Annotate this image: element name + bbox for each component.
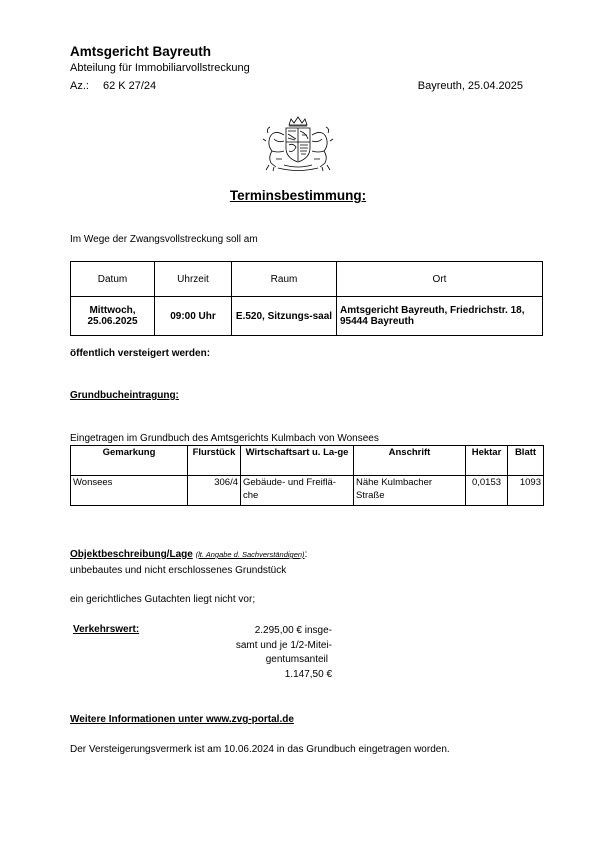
market-value-label: Verkehrswert: [73,624,140,635]
land-register-header [71,446,544,476]
cell-hektar: 0,0153 [466,476,508,506]
market-value-line: 1.147,50 € [284,668,332,680]
object-description-label: Objektbeschreibung/Lage [70,549,193,560]
place-date: Bayreuth, 25.04.2025 [417,80,523,92]
column-header-datum: Datum [71,262,155,297]
table-row [71,476,544,506]
column-header-flurstueck: Flurstück [188,446,241,476]
intro-text: Im Wege der Zwangsvollstreckung soll am [70,234,258,245]
column-header-wirtschaftsart: Wirtschaftsart u. La-ge [241,446,354,476]
market-value-line: gentumsanteil [265,654,328,665]
column-header-ort: Ort [337,262,543,297]
file-number-label: Az.: [70,80,89,92]
appointment-room: E.520, Sitzungs-saal [232,297,337,336]
cell-blatt: 1093 [508,476,544,506]
cell-flurstueck: 306/4 [188,476,241,506]
auction-record-note: Der Versteigerungsvermerk ist am 10.06.2024 in das Grundbuch eingetragen worden. [70,744,450,755]
department: Abteilung für Immobiliarvollstreckung [70,62,250,74]
appointment-time: 09:00 Uhr [155,297,232,336]
appointment-location: Amtsgericht Bayreuth, Friedrichstr. 18, 95444 Bayreuth [337,297,543,336]
appointment-table-header [71,262,543,297]
court-name: Amtsgericht Bayreuth [70,44,212,59]
appraisal-note: ein gerichtliches Gutachten liegt nicht vor; [70,594,256,605]
file-number-value: 62 K 27/24 [102,80,157,92]
appointment-table [70,261,543,336]
market-value-line: 2.295,00 € insge- [254,625,332,636]
file-number [70,80,156,92]
auction-statement: öffentlich versteigert werden: [70,348,211,359]
cell-anschrift: Nähe Kulmbacher Straße [354,476,466,506]
table-row [71,297,543,336]
more-info-link[interactable]: Weitere Informationen unter www.zvg-portal.de [70,714,294,725]
land-register-table [70,445,544,506]
object-description-heading [70,549,307,560]
market-value [222,624,332,682]
column-header-uhrzeit: Uhrzeit [155,262,232,297]
column-header-blatt: Blatt [508,446,544,476]
cell-gemarkung: Wonsees [71,476,188,506]
bavarian-coat-of-arms-icon [262,115,334,173]
land-register-heading: Grundbucheintragung: [70,390,179,401]
object-description-colon: : [304,549,308,560]
market-value-line: samt und je 1/2-Mitei- [235,639,332,651]
column-header-anschrift: Anschrift [354,446,466,476]
column-header-gemarkung: Gemarkung [71,446,188,476]
object-description-text: unbebautes und nicht erschlossenes Grundstück [70,565,287,576]
column-header-hektar: Hektar [466,446,508,476]
object-description-note: (lt. Angabe d. Sachverständigen) [195,550,305,559]
land-register-intro: Eingetragen im Grundbuch des Amtsgerichts Kulmbach von Wonsees [70,433,379,444]
column-header-raum: Raum [232,262,337,297]
appointment-date: Mittwoch, 25.06.2025 [71,297,155,336]
document-title: Terminsbestimmung: [229,188,367,203]
cell-wirtschaftsart: Gebäude- und Freiflä-che [241,476,354,506]
